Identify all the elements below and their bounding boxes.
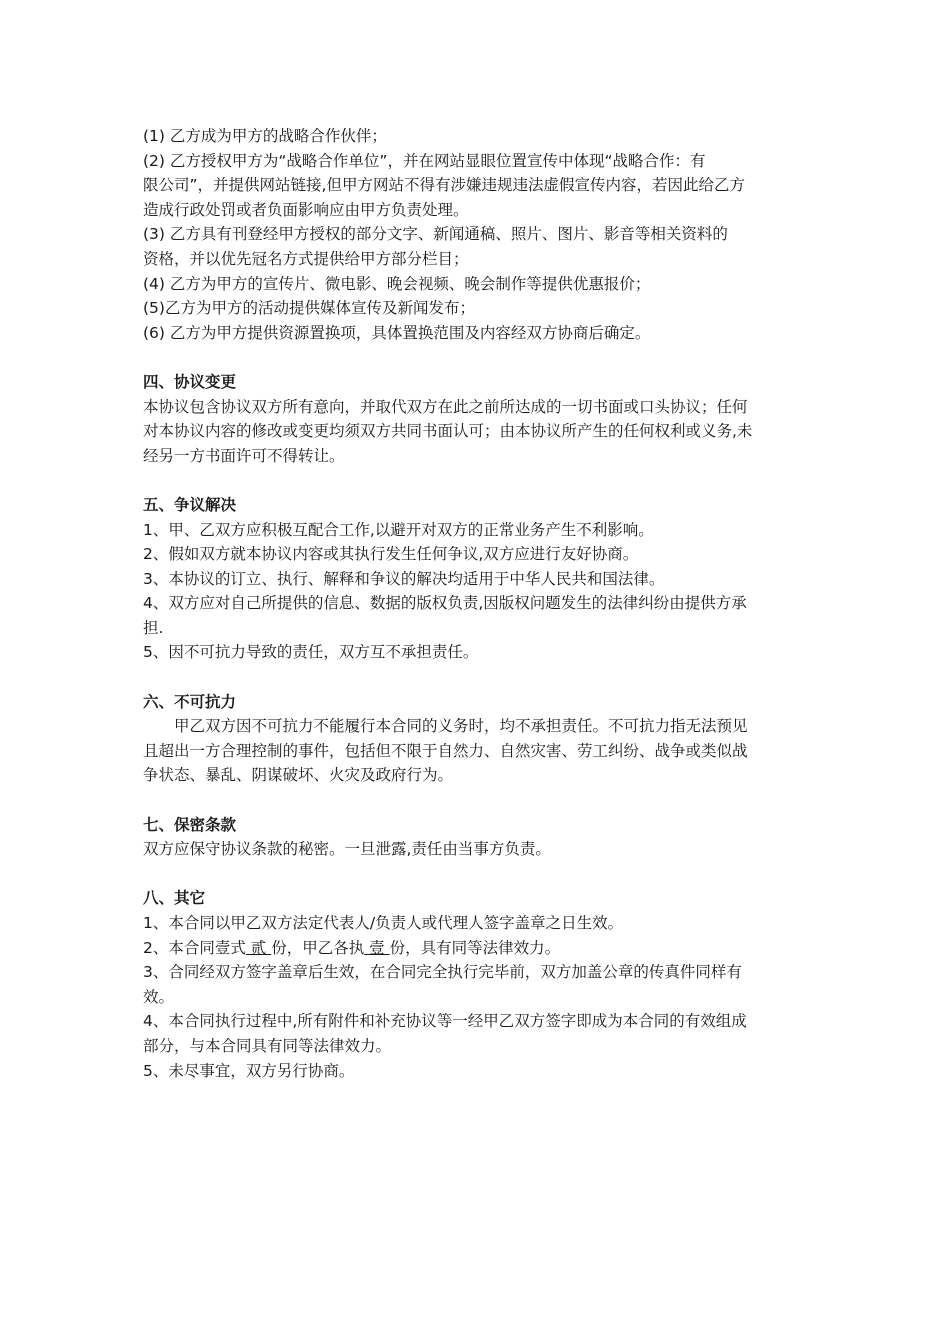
paragraph-line: 双方应保守协议条款的秘密。一旦泄露,责任由当事方负责。 (143, 840, 551, 859)
section-gap (143, 345, 811, 370)
clause-item: 4、双方应对自己所提供的信息、数据的版权负责,因版权问题发生的法律纠纷由提供方承 (143, 594, 747, 613)
section-gap (143, 862, 811, 887)
clause-item: (5)乙方为甲方的活动提供媒体宣传及新闻发布； (143, 299, 475, 318)
clause-item: (1) 乙方成为甲方的战略合作伙伴； (143, 127, 387, 145)
total-copies-value: 贰 (245, 938, 272, 957)
clause-item-continued: 担. (143, 618, 164, 637)
clause-item: 3、本协议的订立、执行、解释和争议的解决均适用于中华人民共和国法律。 (143, 569, 665, 588)
clause-item: 5、未尽事宜，双方另行协商。 (143, 1061, 355, 1080)
document-body (143, 124, 811, 1083)
clause-item-continued: 造成行政处罚或者负面影响应由甲方负责处理。 (143, 200, 469, 219)
clause-item-continued: 部分，与本合同具有同等法律效力。 (143, 1036, 392, 1055)
clause-item: 1、甲、乙双方应积极互配合工作,以避开对双方的正常业务产生不利影响。 (143, 520, 654, 539)
each-copies-value: 壹 (364, 938, 390, 957)
clause-item: 1、本合同以甲乙双方法定代表人/负责人或代理人签字盖章之日生效。 (143, 914, 624, 932)
clause-item: (4) 乙方为甲方的宣传片、微电影、晚会视频、晚会制作等提供优惠报价； (143, 274, 651, 293)
clause-item: 5、因不可抗力导致的责任，双方互不承担责任。 (143, 643, 479, 662)
section-heading: 六、不可抗力 (143, 692, 237, 711)
clause-item-continued: 限公司”，并提供网站链接,但甲方网站不得有涉嫌违规违法虚假宣传内容，若因此给乙方 (143, 176, 745, 195)
clause-item: (2) 乙方授权甲方为“战略合作单位”，并在网站显眼位置宣传中体现“战略合作：有 (143, 151, 706, 170)
paragraph-line: 争状态、暴乱、阴谋破坏、火灾及政府行为。 (143, 766, 454, 785)
paragraph-line: 甲乙双方因不可抗力不能履行本合同的义务时，均不承担责任。不可抗力指无法预见 (174, 717, 748, 736)
copies-text: 份，甲乙各执 (271, 938, 365, 957)
section-gap (143, 788, 811, 813)
clause-item-copies (143, 936, 811, 961)
clause-item: (6) 乙方为甲方提供资源置换项，具体置换范围及内容经双方协商后确定。 (143, 323, 651, 342)
copies-text: 2、本合同壹式 (143, 938, 246, 957)
section-heading: 四、协议变更 (143, 372, 237, 391)
paragraph-line: 对本协议内容的修改或变更均须双方共同书面认可；由本协议所产生的任何权利或义务,未 (143, 422, 753, 441)
clause-item-continued: 效。 (143, 987, 175, 1006)
clause-item: 4、本合同执行过程中,所有附件和补充协议等一经甲乙双方签字即成为本合同的有效组成 (143, 1012, 747, 1031)
paragraph-line: 本协议包含协议双方所有意向，并取代双方在此之前所达成的一切书面或口头协议；任何 (143, 397, 748, 416)
section-gap (143, 468, 811, 493)
clause-item: (3) 乙方具有刊登经甲方授权的部分文字、新闻通稿、照片、图片、影音等相关资料的 (143, 225, 728, 244)
paragraph-line: 经另一方书面许可不得转让。 (143, 446, 345, 465)
section-heading: 五、争议解决 (143, 495, 237, 514)
paragraph-line: 且超出一方合理控制的事件，包括但不限于自然力、自然灾害、劳工纠纷、战争或类似战 (143, 741, 748, 760)
copies-text: 份，具有同等法律效力。 (389, 938, 561, 957)
clause-item-continued: 资格，并以优先冠名方式提供给甲方部分栏目； (143, 249, 469, 268)
section-heading: 七、保密条款 (143, 815, 237, 834)
clause-item: 3、合同经双方签字盖章后生效，在合同完全执行完毕前，双方加盖公章的传真件同样有 (143, 963, 742, 982)
clause-item: 2、假如双方就本协议内容或其执行发生任何争议,双方应进行友好协商。 (143, 545, 639, 564)
section-gap (143, 665, 811, 690)
section-heading: 八、其它 (143, 889, 206, 908)
